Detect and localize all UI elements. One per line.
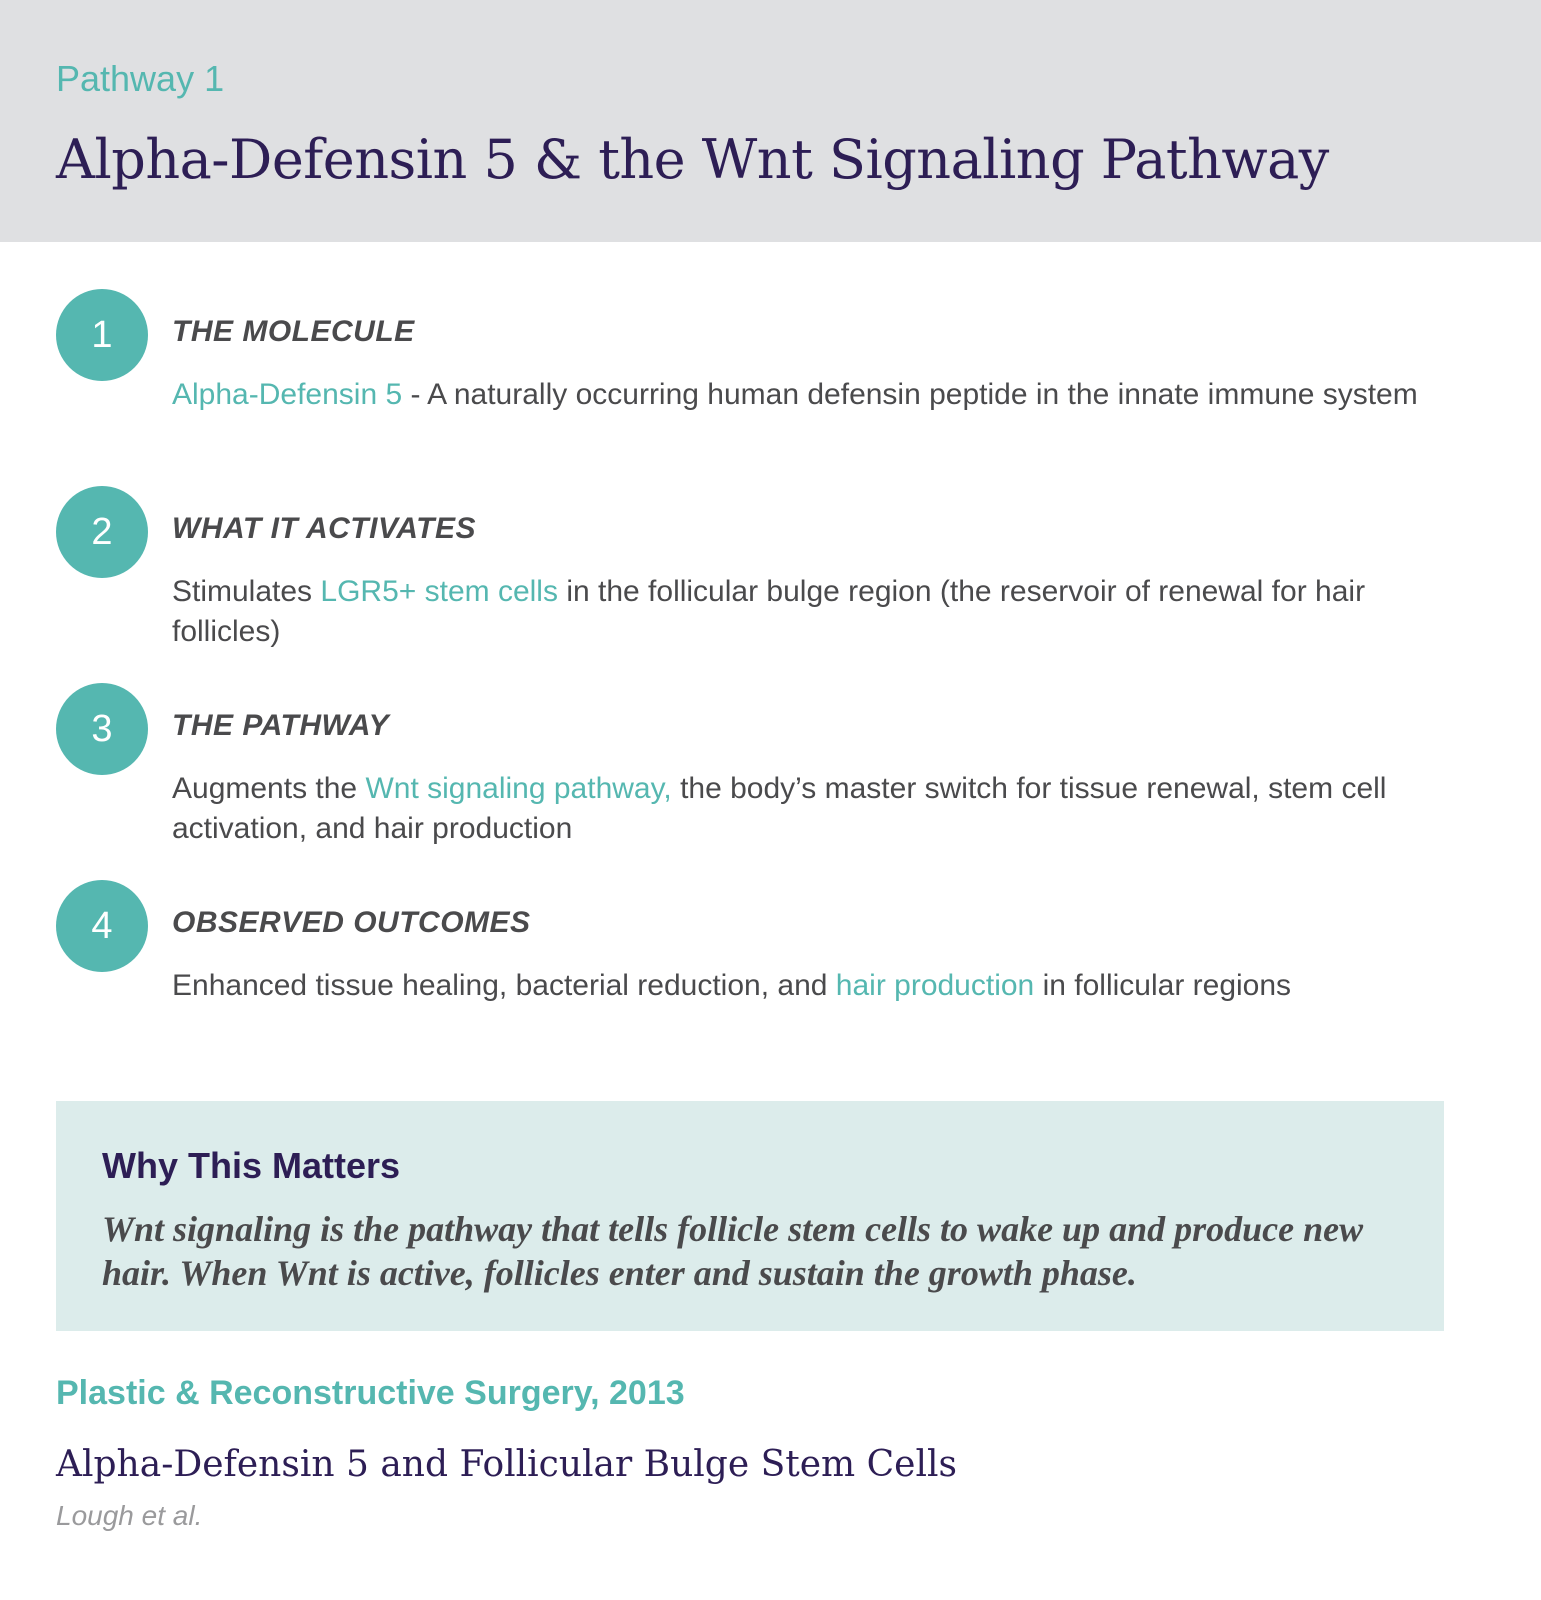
citation-title: Alpha-Defensin 5 and Follicular Bulge Stem Cells bbox=[56, 1444, 957, 1485]
step-heading: THE MOLECULE bbox=[172, 315, 415, 348]
callout-title: Why This Matters bbox=[102, 1145, 401, 1186]
step-text-post: in the follicular bulge region (the reservoir of renewal for hair follicles) bbox=[172, 575, 1366, 648]
step-highlight: Alpha-Defensin 5 bbox=[172, 378, 403, 411]
step-heading: WHAT IT ACTIVATES bbox=[172, 512, 477, 545]
step-highlight: hair production bbox=[835, 969, 1035, 1002]
step-text-pre: Augments the bbox=[172, 772, 366, 805]
step-number-badge: 2 bbox=[56, 486, 148, 578]
step-description bbox=[172, 769, 1462, 849]
step-highlight: Wnt signaling pathway, bbox=[365, 772, 672, 805]
step-text-pre: Stimulates bbox=[172, 575, 321, 608]
header-banner bbox=[0, 0, 1541, 242]
step-number-badge: 1 bbox=[56, 289, 148, 381]
step-description bbox=[172, 572, 1462, 652]
step-text-post: in follicular regions bbox=[1034, 969, 1292, 1002]
step-number-badge: 4 bbox=[56, 880, 148, 972]
citation-source: Plastic & Reconstructive Surgery, 2013 bbox=[56, 1374, 685, 1412]
step-text-post: - A naturally occurring human defensin peptide in the innate immune system bbox=[402, 378, 1418, 411]
citation-authors: Lough et al. bbox=[56, 1500, 203, 1531]
step-description bbox=[172, 966, 1462, 1006]
step-highlight: LGR5+ stem cells bbox=[320, 575, 558, 608]
step-description bbox=[172, 375, 1462, 415]
page-title: Alpha-Defensin 5 & the Wnt Signaling Pathway bbox=[56, 128, 1329, 191]
step-number-badge: 3 bbox=[56, 683, 148, 775]
step-heading: OBSERVED OUTCOMES bbox=[172, 906, 531, 939]
step-text-post: the body’s master switch for tissue renewal, stem cell activation, and hair production bbox=[172, 772, 1387, 845]
pathway-label: Pathway 1 bbox=[56, 58, 225, 99]
why-this-matters-callout bbox=[56, 1101, 1444, 1331]
callout-text: Wnt signaling is the pathway that tells follicle stem cells to wake up and produce new hair. When Wnt is active, follicles enter and sustain the growth phase. bbox=[102, 1209, 1364, 1293]
step-heading: THE PATHWAY bbox=[172, 709, 390, 742]
step-text-pre: Enhanced tissue healing, bacterial reduction, and bbox=[172, 969, 836, 1002]
